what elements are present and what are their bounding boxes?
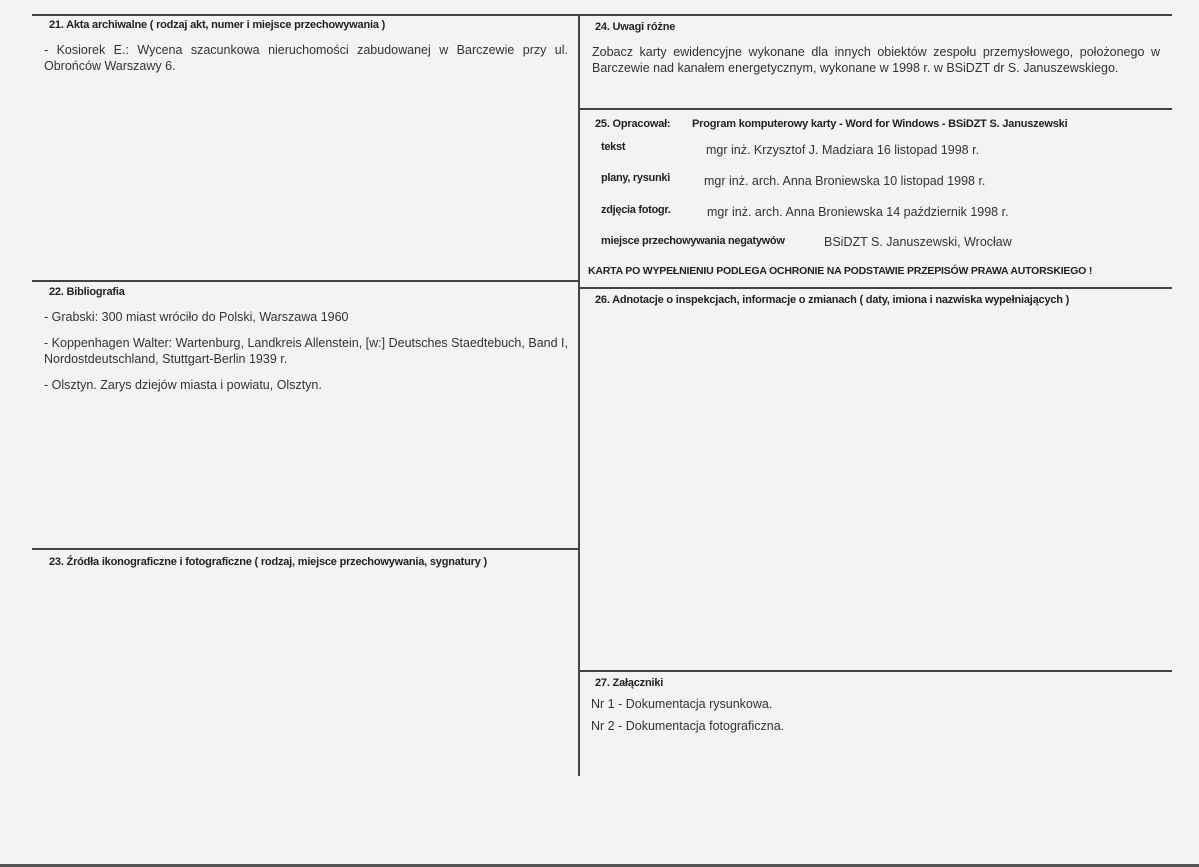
section-23-heading: 23. Źródła ikonograficzne i fotograficzne ( rodzaj, miejsce przechowywania, sygnatury ) <box>49 556 487 568</box>
section-26-heading: 26. Adnotacje o inspekcjach, informacje o zmianach ( daty, imiona i nazwiska wypełniających ) <box>595 294 1070 306</box>
section-25-heading: 25. Opracował: <box>595 118 671 130</box>
section-24-heading: 24. Uwagi różne <box>595 21 676 33</box>
author-value-photos: mgr inż. arch. Anna Broniewska 14 październik 1998 r. <box>707 205 1009 219</box>
rule-24-25 <box>580 108 1172 110</box>
rule-21-22 <box>32 280 578 282</box>
section-24-text: Zobacz karty ewidencyjne wykonane dla innych obiektów zespołu przemysłowego, położonego w Barczewie nad kanałem energetycznym, wykonane w 1998 r. w BSiDZT dr S. Januszewskiego. <box>592 45 1160 75</box>
author-value-negatives: BSiDZT S. Januszewski, Wrocław <box>824 235 1012 249</box>
rule-25-26 <box>580 287 1172 289</box>
bibliography-item: - Koppenhagen Walter: Wartenburg, Landkreis Allenstein, [w:] Deutsches Staedtebuch, Band I, Nordostdeutschland, Stuttgart-Berlin 1939 r. <box>44 336 568 366</box>
section-21-text: - Kosiorek E.: Wycena szacunkowa nieruchomości zabudowanej w Barczewie przy ul. Obrońców Warszawy 6. <box>44 43 568 73</box>
top-rule <box>32 14 1172 16</box>
center-divider <box>578 14 580 776</box>
author-label-negatives: miejsce przechowywania negatywów <box>601 235 785 247</box>
attachment-item: Nr 2 - Dokumentacja fotograficzna. <box>591 719 785 733</box>
author-label-photos: zdjęcia fotogr. <box>601 204 671 216</box>
bibliography-item: - Olsztyn. Zarys dziejów miasta i powiatu, Olsztyn. <box>44 378 322 392</box>
bibliography-item: - Grabski: 300 miast wróciło do Polski, Warszawa 1960 <box>44 310 349 324</box>
attachment-item: Nr 1 - Dokumentacja rysunkowa. <box>591 697 773 711</box>
author-value-drawings: mgr inż. arch. Anna Broniewska 10 listopad 1998 r. <box>704 174 986 188</box>
section-22-heading: 22. Bibliografia <box>49 286 125 298</box>
rule-26-27 <box>580 670 1172 672</box>
author-label-drawings: plany, rysunki <box>601 172 670 184</box>
author-label-text: tekst <box>601 141 626 153</box>
section-27-heading: 27. Załączniki <box>595 677 664 689</box>
program-note: Program komputerowy karty - Word for Windows - BSiDZT S. Januszewski <box>692 118 1068 130</box>
section-21-heading: 21. Akta archiwalne ( rodzaj akt, numer i miejsce przechowywania ) <box>49 19 386 31</box>
rule-22-23 <box>32 548 578 550</box>
copyright-warning: KARTA PO WYPEŁNIENIU PODLEGA OCHRONIE NA PODSTAWIE PRZEPISÓW PRAWA AUTORSKIEGO ! <box>588 265 1093 277</box>
author-value-text: mgr inż. Krzysztof J. Madziara 16 listopad 1998 r. <box>706 143 980 157</box>
